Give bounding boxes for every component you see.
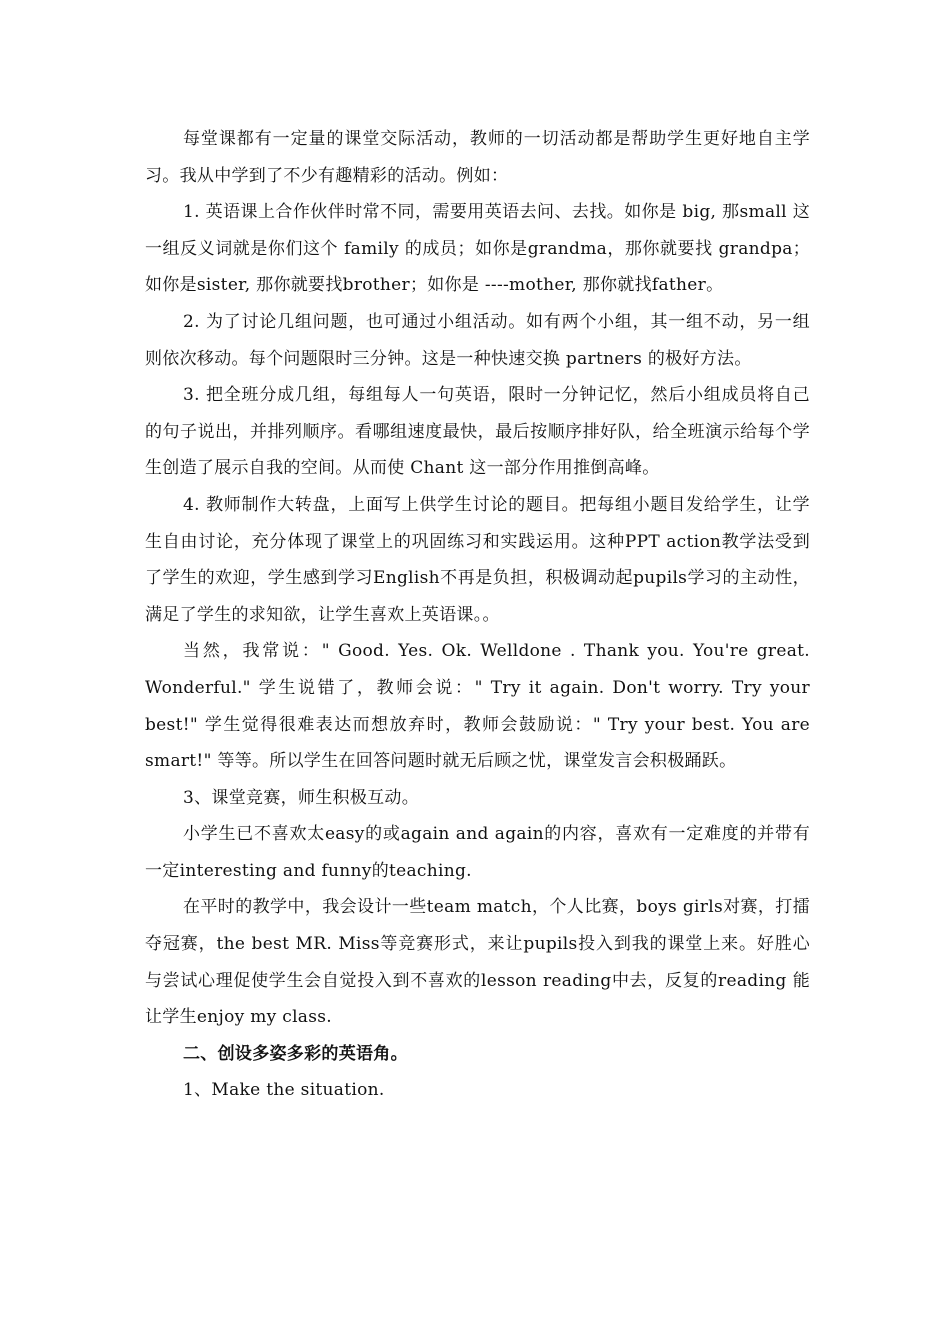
paragraph-competition-intro: 小学生已不喜欢太easy的或again and again的内容，喜欢有一定难度的并带有一定interesting and funny的teaching. <box>145 824 810 881</box>
document-body <box>145 121 810 1109</box>
paragraph-activity-3: 3. 把全班分成几组，每组每人一句英语，限时一分钟记忆，然后小组成员将自己的句子说出，并排列顺序。看哪组速度最快，最后按顺序排好队，给全班演示给每个学生创造了展示自我的空间。从而使 Chant 这一部分作用推倒高峰。 <box>145 385 810 479</box>
paragraph-make-situation: 1、Make the situation. <box>183 1080 385 1101</box>
paragraph-activity-2: 2. 为了讨论几组问题，也可通过小组活动。如有两个小组，其一组不动，另一组则依次移动。每个问题限时三分钟。这是一种快速交换 partners 的极好方法。 <box>145 311 810 369</box>
paragraph-activity-1: 1. 英语课上合作伙伴时常不同，需要用英语去问、去找。如你是 big, 那small 这一组反义词就是你们这个 family 的成员；如你是grandma，那你就要找 grandpa；如你是sister, 那你就要找brother；如你是 ----mother, 那你就找father。 <box>145 202 810 296</box>
paragraph-praise: 当然，我常说：" Good. Yes. Ok. Welldone . Thank you. You're great. Wonderful." 学生说错了，教师会说：" Try it again. Don't worry. Try your best!" 学生觉得很难表达而想放弃时，教师会鼓励说：" Try your best. You are smart!" 等等。所以学生在回答问题时就无后顾之忧，课堂发言会积极踊跃。 <box>145 641 810 772</box>
section-heading-english-corner: 二、创设多姿多彩的英语角。 <box>183 1043 408 1064</box>
section-heading-competition: 3、课堂竞赛，师生积极互动。 <box>183 787 420 808</box>
paragraph-competition-forms: 在平时的教学中，我会设计一些team match，个人比赛，boys girls对赛，打擂夺冠赛，the best MR. Miss等竞赛形式，来让pupils投入到我的课堂上来。好胜心与尝试心理促使学生会自觉投入到不喜欢的lesson reading中去，反复的reading 能让学生enjoy my class. <box>145 897 810 1028</box>
paragraph-intro: 每堂课都有一定量的课堂交际活动，教师的一切活动都是帮助学生更好地自主学习。我从中学到了不少有趣精彩的活动。例如： <box>145 129 810 186</box>
paragraph-activity-4: 4. 教师制作大转盘，上面写上供学生讨论的题目。把每组小题目发给学生，让学生自由讨论，充分体现了课堂上的巩固练习和实践运用。这种PPT action教学法受到了学生的欢迎，学生感到学习English不再是负担，积极调动起pupils学习的主动性，满足了学生的求知欲，让学生喜欢上英语课。。 <box>145 494 810 625</box>
